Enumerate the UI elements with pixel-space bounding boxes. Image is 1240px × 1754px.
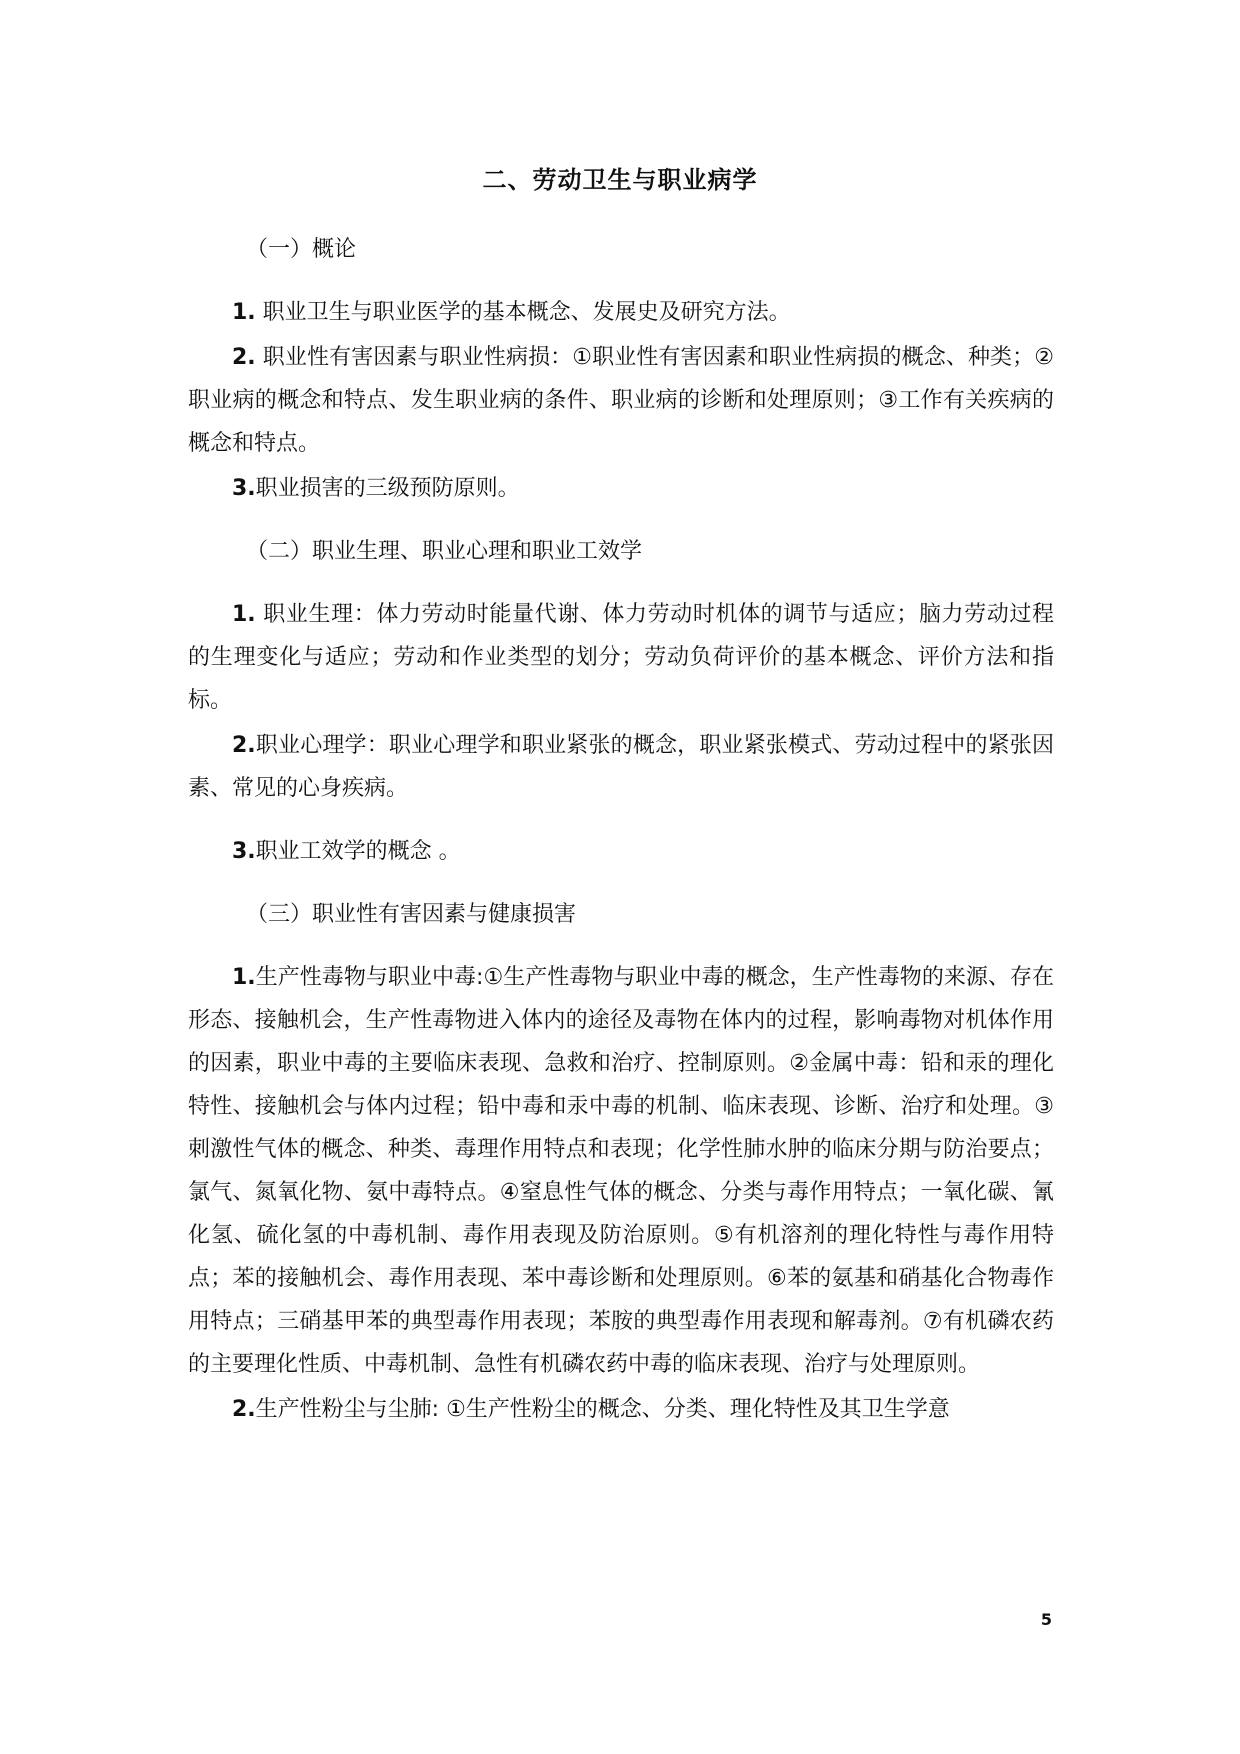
paragraph-text: 职业性有害因素与职业性病损：①职业性有害因素和职业性病损的概念、种类；②职业病的概念和特点、发生职业病的条件、职业病的诊断和处理原则；③工作有关疾病的概念和特点。: [188, 345, 1054, 456]
item-number: 2.: [232, 1397, 256, 1422]
paragraph-text: 职业心理学：职业心理学和职业紧张的概念，职业紧张模式、劳动过程中的紧张因素、常见的心身疾病。: [188, 733, 1054, 801]
page-title: 二、劳动卫生与职业病学: [482, 166, 758, 194]
paragraph: [188, 467, 1054, 510]
item-number: 2.: [232, 345, 256, 370]
page-number: 5: [1040, 1610, 1052, 1629]
paragraph-text: 生产性毒物与职业中毒:①生产性毒物与职业中毒的概念，生产性毒物的来源、存在形态、接触机会，生产性毒物进入体内的途径及毒物在体内的过程，影响毒物对机体作用的因素，职业中毒的主要临床表现、急救和治疗、控制原则。②金属中毒：铅和汞的理化特性、接触机会与体内过程；铅中毒和汞中毒的机制、临床表现、诊断、治疗和处理。③刺激性气体的概念、种类、毒理作用特点和表现；化学性肺水肿的临床分期与防治要点；氯气、氮氧化物、氨中毒特点。④窒息性气体的概念、分类与毒作用特点；一氧化碳、氰化氢、硫化氢的中毒机制、毒作用表现及防治原则。⑤有机溶剂的理化特性与毒作用特点；苯的接触机会、毒作用表现、苯中毒诊断和处理原则。⑥苯的氨基和硝基化合物毒作用特点；三硝基甲苯的典型毒作用表现；苯胺的典型毒作用表现和解毒剂。⑦有机磷农药的主要理化性质、中毒机制、急性有机磷农药中毒的临床表现、治疗与处理原则。: [188, 965, 1054, 1377]
paragraph: [188, 291, 1054, 334]
item-number: 1.: [232, 602, 256, 627]
item-number: 3.: [232, 476, 256, 501]
paragraph-text: 职业卫生与职业医学的基本概念、发展史及研究方法。: [255, 300, 791, 325]
document-body: [188, 228, 1054, 1431]
paragraph: [188, 593, 1054, 722]
paragraph: [188, 956, 1054, 1386]
item-number: 1.: [232, 965, 256, 990]
item-number: 1.: [232, 300, 256, 325]
paragraph: [188, 1388, 1054, 1431]
item-number: 2.: [232, 733, 256, 758]
paragraph-text: 生产性粉尘与尘肺: ①生产性粉尘的概念、分类、理化特性及其卫生学意: [255, 1397, 950, 1422]
paragraph-text: 职业工效学的概念 。: [255, 839, 461, 864]
section-heading-hazards: （三）职业性有害因素与健康损害: [246, 902, 577, 927]
paragraph-text: 职业损害的三级预防原则。: [255, 476, 520, 501]
paragraph: [188, 336, 1054, 465]
item-number: 3.: [232, 839, 256, 864]
paragraph: [188, 830, 1054, 873]
paragraph-text: 职业生理：体力劳动时能量代谢、体力劳动时机体的调节与适应；脑力劳动过程的生理变化与适应；劳动和作业类型的划分；劳动负荷评价的基本概念、评价方法和指标。: [188, 602, 1054, 713]
paragraph: [188, 724, 1054, 810]
section-heading-physiology: （二）职业生理、职业心理和职业工效学: [246, 539, 643, 564]
section-heading-overview: （一）概论: [246, 237, 357, 262]
